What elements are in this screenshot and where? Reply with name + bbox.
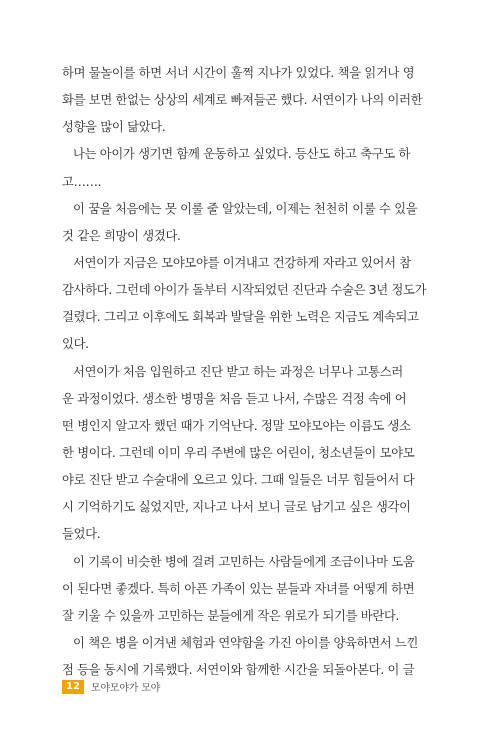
text-line: 서연이가 처음 입원하고 진단 받고 하는 과정은 너무나 고통스러: [73, 364, 403, 379]
text-line: 들었다.: [62, 527, 101, 542]
text-line: 잘 키울 수 있을까 고민하는 분들에게 작은 위로가 되기를 바란다.: [62, 608, 400, 623]
text-line: 점 등을 동시에 기록했다. 서연이와 함께한 시간을 되돌아본다. 이 글: [62, 663, 415, 678]
text-line: 운 과정이었다. 생소한 병명을 처음 듣고 나서, 수많은 걱정 속에 어: [62, 391, 407, 406]
running-title: 모야모야가 모야: [90, 683, 161, 694]
text-line: 서연이가 지금은 모야모야를 이겨내고 건강하게 자라고 있어서 참: [73, 255, 411, 270]
text-line: 화를 보면 한없는 상상의 세계로 빠져들곤 했다. 서연이가 나의 이러한: [62, 93, 423, 108]
text-line: 이 책은 병을 이겨낸 체험과 연약함을 가진 아이를 양육하면서 느낀: [73, 635, 419, 650]
text-line: 것 같은 희망이 생겼다.: [62, 228, 181, 243]
text-line: 성향을 많이 닮았다.: [62, 120, 166, 135]
text-line: 걸렸다. 그리고 이후에도 회복과 발달을 위한 노력은 지금도 계속되고: [62, 310, 419, 325]
text-line: 이 기록이 비슷한 병에 걸려 고민하는 사람들에게 조금이나마 도움: [73, 554, 415, 569]
text-line: 떤 병인지 알고자 했던 때가 기억난다. 정말 모야모야는 이름도 생소: [62, 418, 411, 433]
text-line: 야로 진단 받고 수술대에 오르고 있다. 그때 일들은 너무 힘들어서 다: [62, 473, 415, 488]
text-line: 나는 아이가 생기면 함께 운동하고 싶었다. 등산도 하고 축구도 하: [73, 147, 411, 162]
page-number-badge: 12: [62, 680, 84, 694]
page-footer: [62, 679, 160, 694]
text-line: 한 병이다. 그런데 이미 우리 주변에 많은 어린이, 청소년들이 모야모: [62, 445, 415, 460]
text-line: 있다.: [62, 337, 89, 352]
text-line: 이 된다면 좋겠다. 특히 아픈 가족이 있는 분들과 자녀를 어떻게 하면: [62, 581, 415, 596]
text-line: 하며 물놀이를 하면 서너 시간이 훌쩍 지나가 있었다. 책을 읽거나 영: [62, 66, 415, 80]
text-line: 고…….: [62, 174, 102, 189]
text-line: 감사하다. 그런데 아이가 돌부터 시작되었던 진단과 수술은 3년 정도가: [62, 283, 427, 298]
text-line: 시 기억하기도 싫었지만, 지나고 나서 보니 글로 남기고 싶은 생각이: [62, 500, 411, 515]
text-line: 이 꿈을 처음에는 못 이룰 줄 알았는데, 이제는 천천히 이룰 수 있을: [73, 201, 418, 216]
body-text: [62, 60, 438, 684]
